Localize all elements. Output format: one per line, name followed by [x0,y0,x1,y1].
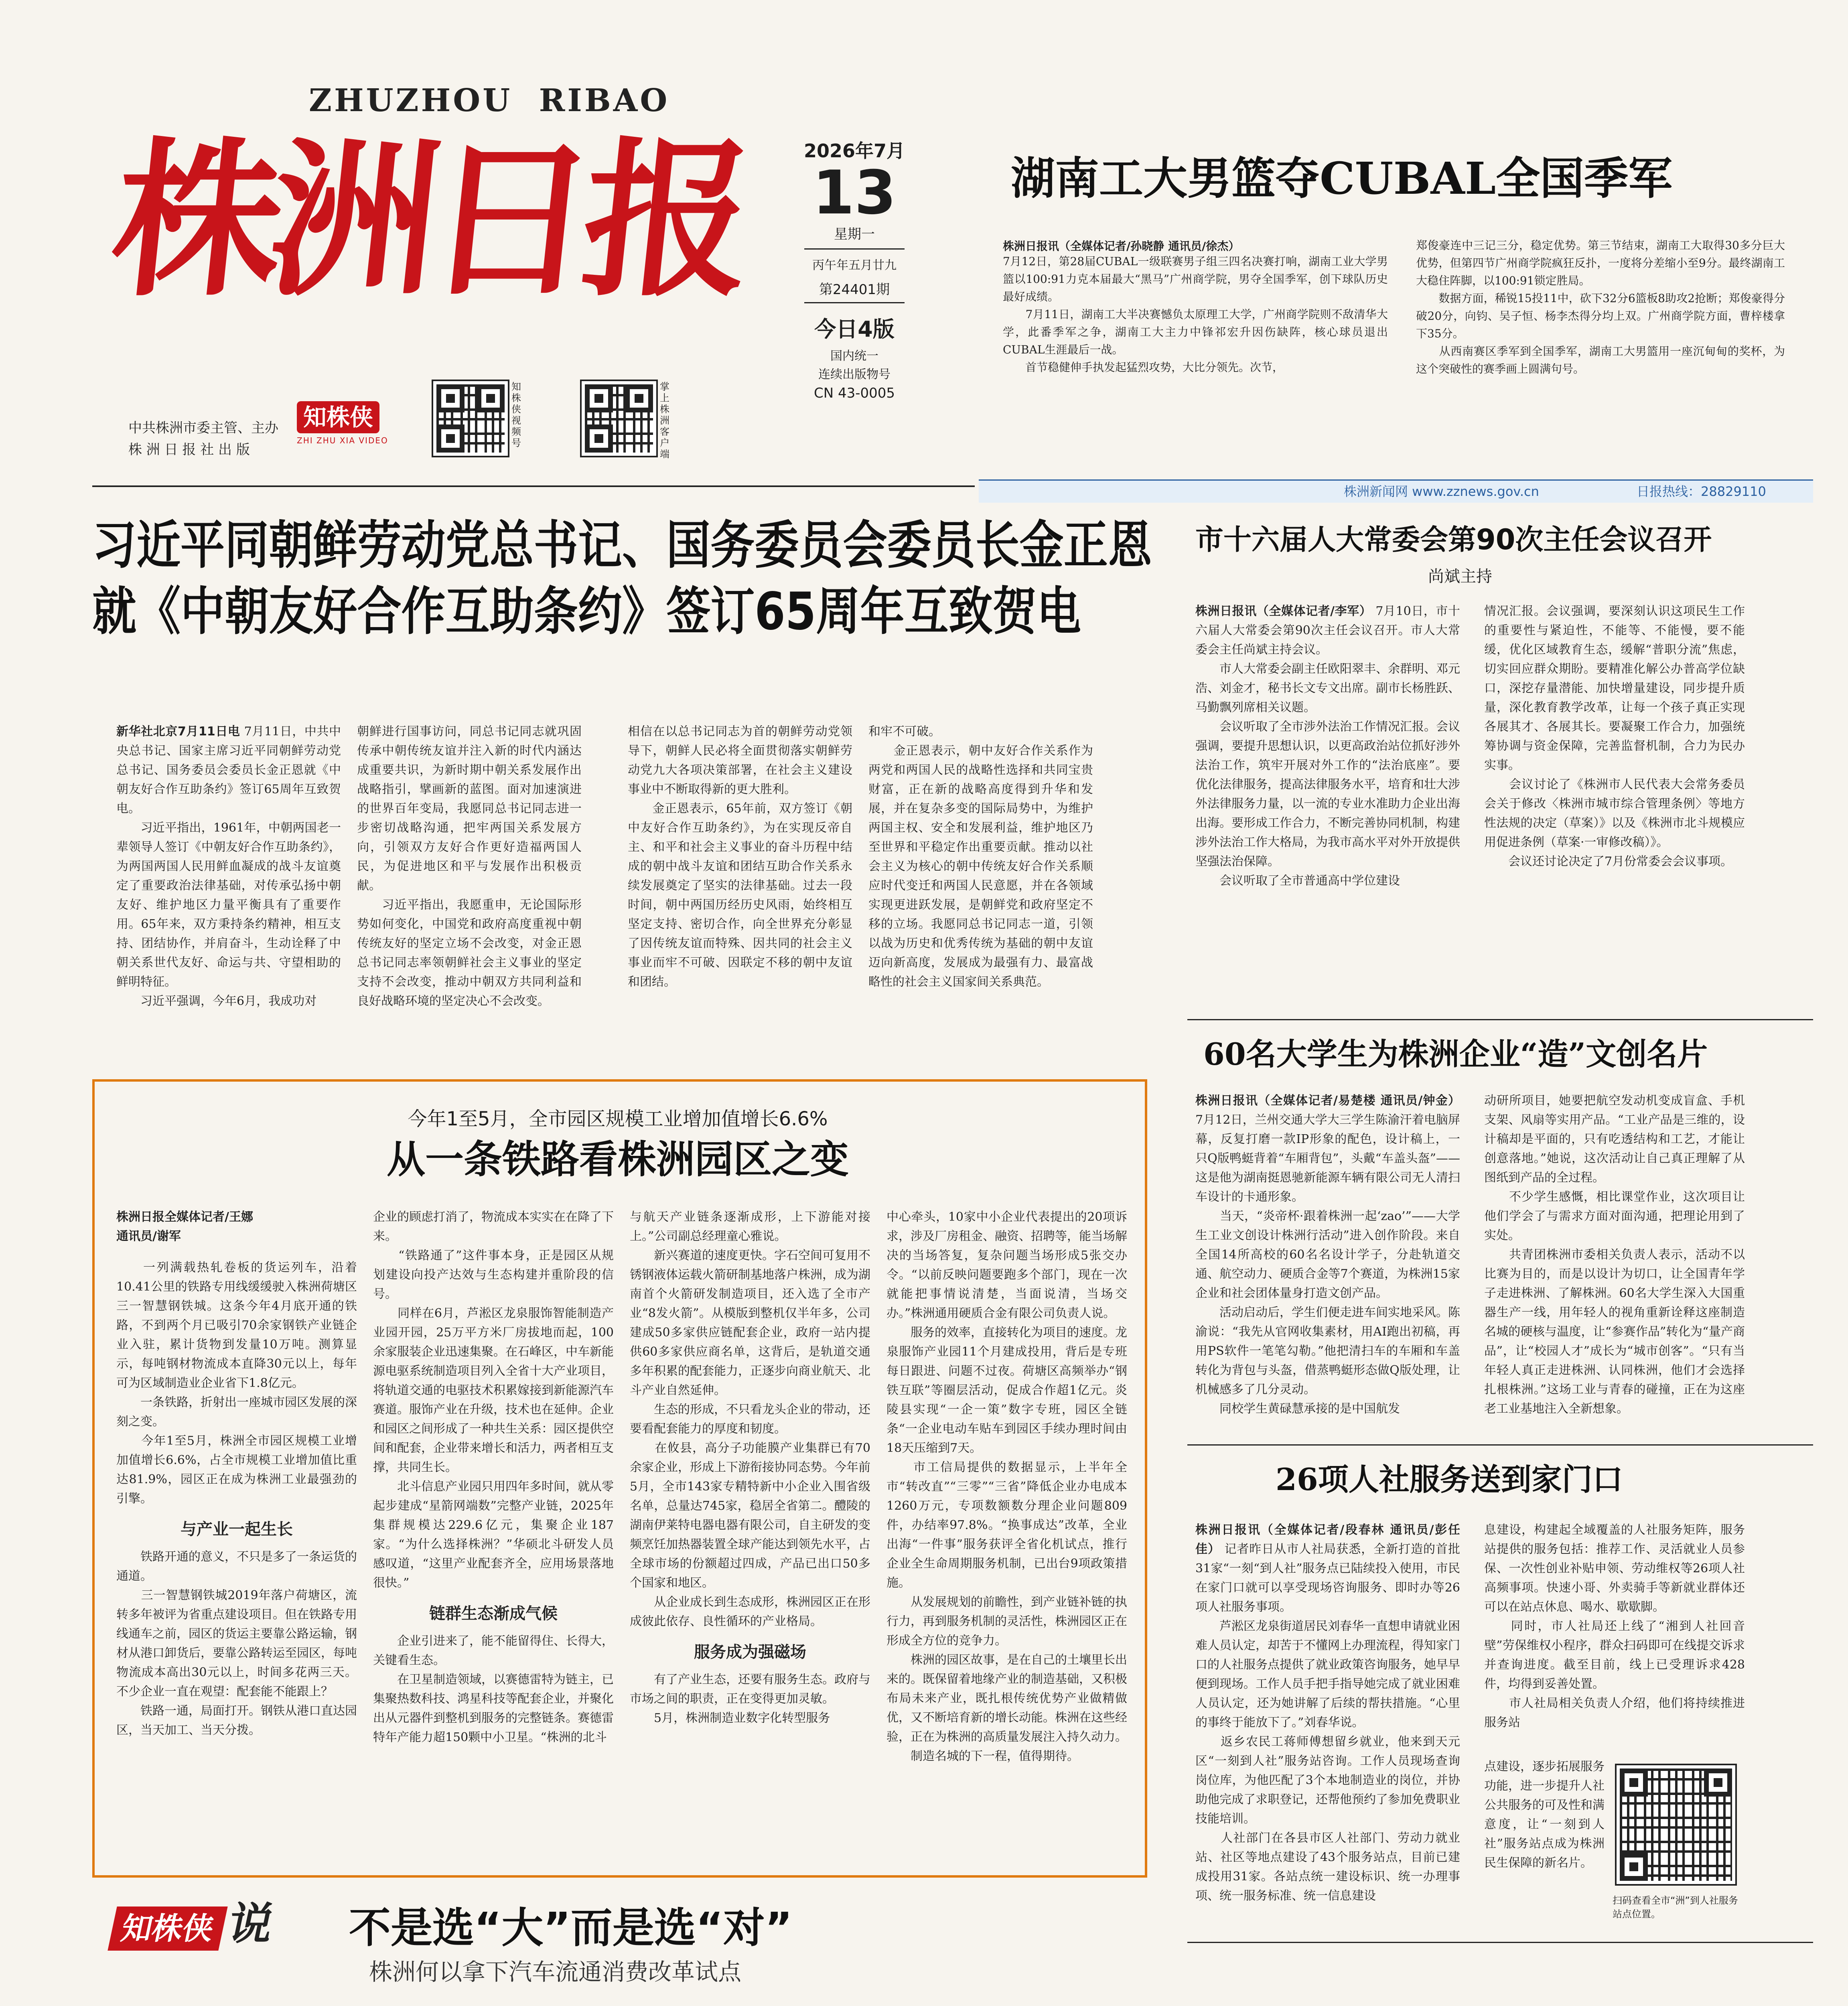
hotline: 日报热线：28829110 [1637,484,1766,499]
cultural-col-1-text: 7月12日，兰州交通大学大三学生陈渝汗着电脑屏幕，反复打磨一款IP形象的配色，设计稿上，一只Q版鸭蜓背着“车厢背包”，头戴“车盖头盔”——这是他为湖南挺恩驰新能源车辆有限公司无人清扫车设计的卡通形象。 当天，“炎帝杯·跟着株洲一起‘zao’”——大学生工业文创设计株洲行活动”进入创作阶段。来自全国14所高校的60名名设计学子，分赴轨道交通、航空动力、硬质合金等7个赛道，为株洲15家企业和社会团体量身打造文创产品。 活动启动后，学生们便走进车间实地采风。陈渝说：“我先从官网收集素材，用AI跑出初稿，再用PS软件一笔笔勾勒。”他把清扫车的车厢和车盖转化为背包与头盔，借蒸鸭蜓形态做Q版处理，让机械感多了几分灵动。 同校学生黄碌慧承接的是中国航发 [1195,1113,1460,1416]
npc-subhead: 尚斌主持 [1428,567,1492,586]
social-headline: 26项人社服务送到家门口 [1276,1462,1623,1497]
lead-dateline: 新华社北京7月11日电 [116,725,240,739]
commentary-logo-text: 知株侠 [108,1907,227,1951]
top-right-byline: 株洲日报讯（全媒体记者/孙晓静 通讯员/徐杰） [1003,240,1240,253]
lead-headline-2: 就《中朝友好合作互助条约》签订65周年互致贺电 [92,582,1081,642]
masthead [0,0,1848,497]
park-col-2-text: 企业的顾虑打消了，物流成本实实在在降了下来。 “铁路通了”这件事本身，正是园区从规划建设向投产达效与生态构建并重阶段的信号。 同样在6月，芦淞区龙泉服饰智能制造产业园开园，25万平方米厂房拔地而起，100余家服装企业迅速集聚。在石峰区，中车新能源电驱系统制造项目列入全省十大产业项目，将轨道交通的电驱技术积累嫁接到新能源汽车赛道。服饰产业在升级，技术也在延伸。企业和园区之间形成了一种共生关系：园区提供空间和配套，企业带来增长和活力，两者相互支撑，共同生长。 北斗信息产业园只用四年多时间，就从零起步建成“星箭网端数”完整产业链，2025年集群规模达229.6亿元，集聚企业187家。“为什么选择株洲？”华硕北斗研发人员感叹道，“这里产业配套齐全，应用场景落地很快。” [373,1210,614,1590]
social-qr-caption: 扫码查看全市“洲”到人社服务站点位置。 [1613,1895,1738,1920]
cultural-col-1 [1195,1091,1460,1440]
social-col-1-text: 记者昨日从市人社局获悉，全新打造的首批31家“一刻“到人社”服务点已陆续投入使用，市民在家门口就可以享受现场咨询服务、即时办等26项人社服务事项。 芦淞区龙泉街道居民刘春华一直想申请就业困难人员认定，却苦于不懂网上办理流程，得知家门口的人社服务点提供了就业政策咨询服务，她早早便到现场。工作人员手把手指导她完成了就业困难人员认定，还为她讲解了后续的帮扶措施。“心里的事终于能放下了。”刘春华说。 返乡农民工蒋师傅想留乡就业，他来到天元区“一刻到人社”服务站咨询。工作人员现场查询岗位库，为他匹配了3个本地制造业的岗位，并协助他完成了求职登记，还帮他预约了参加免费职业技能培训。 人社部门在各县市区人社部门、劳动力就业站、社区等地点建设了43个服务站点，目前已建成投用31家。各站点统一建设标识、统一办理事项、统一服务标准、统一信息建设 [1195,1542,1460,1903]
lead-col-4: 和牢不可破。 金正恩表示，朝中友好合作关系作为两党和两国人民的战略性选择和共同宝贵财富，正在新的战略高度得到升华和发展，并在复杂多变的国际局势中，为维护两国主权、安全和发展利益，维护地区乃至世界和平稳定作出重要贡献。推动以社会主义为核心的朝中传统友好合作关系顺应时代变迁和两国人民意愿，并在各领域实现更进跃发展，是朝鲜党和政府坚定不移的立场。我愿同总书记同志一道，引领以战为历史和优秀传统为基础的朝中友谊迈向新高度，发展成为最强有力、最富战略性的社会主义国家间关系典范。 [868,725,1093,989]
brand-logo[interactable] [297,401,417,449]
park-col-1b-text: 铁路开通的意义，不只是多了一条运货的通道。 三一智慧钢铁城2019年落户荷塘区，流转多年被评为省重点建设项目。但在铁路专用线通车之前，园区的货运主要靠公路运输，钢材从港口卸货后，要靠公路转运至园区，每吨物流成本高出30元以上，时间多花两三天。不少企业一直在观望：配套能不能跟上？ 铁路一通，局面打开。钢铁从港口直达园区，当天加工、当天分拨。 [116,1550,357,1737]
npc-col-1 [1195,602,1460,1023]
park-col-2b-text: 企业引进来了，能不能留得住、长得大，关键看生态。 在卫星制造领域，以赛德雷特为链主，已集聚热数科技、鸿星科技等配套企业，并聚化出从元器件到整机到服务的完整链条。赛德雷特年产能力超150颗中小卫星。“株洲的北斗 [373,1634,614,1744]
publisher-line-2: 株 洲 日 报 社 出 版 [128,442,250,458]
commentary-logo-said: 说 [223,1898,279,1949]
page-count: 今日4版 [814,317,895,342]
park-subhead-1: 与产业一起生长 [181,1520,293,1539]
npc-col-2: 情况汇报。会议强调，要深刻认识这项民生工作的重要性与紧迫性，不能等、不能慢，要不能缓，优化区域教育生态，缓解“普职分流”焦虑，切实回应群众期盼。要精准化解公办普高学位缺口，深挖存量潜能、加快增量建设，同步提升质量，深化教育教学改革，让每一个孩子真正实现各展其才、各展其长。要凝聚工作合力，加强统筹协调与资金保障，完善监督机制，合力为民办实事。 会议讨论了《株洲市人民代表大会常务委员会关于修改〈株洲市城市综合管理条例〉等地方性法规的决定（草案）》以及《株洲市北斗规模应用促进条例（草案·一审修改稿）》。 会议还讨论决定了7月份常委会会议事项。 [1484,604,1745,869]
top-right-col-2: 郑俊豪连中三记三分，稳定优势。第三节结束，湖南工大取得30多分巨大优势，但第四节广州商学院疯狂反扑，一度将分差缩小至9分。最终湖南工大稳住阵脚，以100:91锁定胜局。 数据方面，稀锐15投11中，砍下32分6篮板8助攻2抢断；郑俊豪得分破20分，向钧、吴子恒、杨李杰得分均上双。广州商学院方面，曹梓楼拿下35分。 从西南赛区季军到全国季军，湖南工大男篮用一座沉甸甸的奖杯，为这个突破性的赛季画上圆满句号。 [1416,239,1785,376]
qr-code-app[interactable] [582,381,656,456]
lead-col-2: 朝鲜进行国事访问，同总书记同志就巩固传承中朝传统友谊并注入新的时代内涵达成重要共识，为新时期中朝关系发展作出战略指引，擘画新的蓝图。面对加速演进的世界百年变局，我愿同总书记同志进一步密切战略沟通，把牢两国关系发展方向，引领双方友好合作更好造福两国人民，为促进地区和平与发展作出积极贡献。 习近平指出，我愿重申，无论国际形势如何变化，中国党和政府高度重视中朝传统友好的坚定立场不会改变，对金正恩总书记同志率领朝鲜社会主义事业的坚定支持不会改变，推动中朝双方共同利益和良好战略环境的坚定决心不会改变。 [357,725,582,1008]
brand-logo-sub: ZHI ZHU XIA VIDEO [297,436,388,445]
qr-code-video[interactable] [433,381,508,456]
commentary-subhead: 株洲何以拿下汽车流通消费改革试点 [369,1958,742,1986]
qr-label-app: 掌上株洲客户端 [660,381,669,460]
social-col-2: 息建设，构建起全域覆盖的人社服务矩阵，服务站提供的服务包括：推荐工作、灵活就业人员参保、一次性创业补贴申领、劳动维权等26项人社高频事项。快速小哥、外卖骑手等新就业群体还可以在站点休息、喝水、歇歇脚。 同时，市人社局还上线了“湘到人社回音壁”劳保维权小程序，群众扫码即可在线提交诉求并查询进度。截至目前，线上已受理诉求428件，均得到妥善处置。 市人社局相关负责人介绍，他们将持续推进服务站 [1484,1523,1745,1730]
park-kicker: 今年1至5月，全市园区规模工业增加值增长6.6% [408,1108,828,1130]
park-col-4: 中心牵头，10家中小企业代表提出的20项诉求，涉及厂房租金、融资、招聘等，能当场解决的当场答复，复杂问题当场形成5张交办令。“以前反映问题要跑多个部门，现在一次就能把事情说清楚，当面说清，当场交办。”株洲通用硬质合金有限公司负责人说。 服务的效率，直接转化为项目的速度。龙泉服饰产业园11个月建成投用，背后是专班每日跟进、问题不过夜。荷塘区高频举办“钢铁互联”等圈层活动，促成合作超1亿元。炎陵县实现“一企一策”数字专班，园区全链条“一企业电动车贴车到园区手续办理时间由18天压缩到7天。 市工信局提供的数据显示，上半年全市“转改直”“三零”“三省”降低企业办电成本1260万元，专项数额数分理企业问题809件，办结率97.8%。“换事成达”改革，全业出海“一件事”服务获评全省化机试点，推行企业全生命周期服务机制，已出台9项政策措施。 从发展规划的前瞻性，到产业链补链的执行力，再到服务机制的灵活性，株洲园区正在形成全方位的竞争力。 株洲的园区故事，是在自己的土壤里长出来的。既保留着地缘产业的制造基础，又积极布局未来产业，既扎根传统优势产业做精做优，又不断培育新的增长动能。株洲在这些经验，正在为株洲的高质量发展注入持久动力。 制造名城的下一程，值得期待。 [886,1210,1127,1763]
masthead-logo-title: 株洲日报 [104,122,751,319]
cultural-col-2: 动研所项目，她要把航空发动机变成盲盒、手机支架、风扇等实用产品。“工业产品是三维的，设计稿却是平面的，只有吃透结构和工艺，才能让创意落地。”她说，这次活动让自己真正理解了从图纸到产品的全过程。 不少学生感慨，相比课堂作业，这次项目让他们学会了与需求方面对面沟通，把理论用到了实处。 共青团株洲市委相关负责人表示，活动不以比赛为目的，而是以设计为切口，让全国青年学子走进株洲、了解株洲。60名大学生深入大国重器生产一线，用年轻人的视角重新诠释这座制造名城的硬核与温度，让“参赛作品”转化为“量产商品”，让“校园人才”成长为“城市创客”。“只有当年轻人真正走进株洲、认同株洲，他们才会选择扎根株洲。”这场工业与青春的碰撞，正在为这座老工业基地注入全新想象。 [1484,1094,1745,1416]
date-day: 13 [812,158,897,228]
top-right-col-1: 7月12日，第28届CUBAL一级联赛男子组三四名决赛打响，湖南工业大学男篮以100:91力克本届最大“黑马”广州商学院，男夺全国季军，创下球队历史最好成绩。 7月11日，湖南工大半决赛憾负太原理工大学，广州商学院则不敌清华大学，此番季军之争，湖南工大主力中锋祁宏升因伤缺阵，核心球员退出CUBAL生涯最后一战。 首节稳健伸手执发起猛烈攻势，大比分领先。次节， [1003,255,1388,374]
brand-logo-text: 知株侠 [297,401,379,433]
cn-line-2: 连续出版物号 [818,367,891,382]
npc-col-1-text: 7月10日，市十六届人大常委会第90次主任会议召开。市人大常委会主任尚斌主持会议。 市人大常委会副主任欧阳翠丰、余群明、邓元浩、刘金才，秘书长文专文出席。副市长杨胜跃、马勤飘列席相关议题。 会议听取了全市涉外法治工作情况汇报。会议强调，要提升思想认识，以更高政治站位抓好涉外法治工作，筑牢开展对外工作的“法治底座”。要优化法律服务，提高法律服务水平，培育和壮大涉外法律服务力量，以一流的专业水准助力企业出海出海。要形成工作合力，不断完善协同机制，构建涉外法治工作大格局，为我市高水平对外开放提供坚强法治保障。 会议听取了全市普通高中学位建设 [1195,604,1460,888]
date-box [796,132,913,457]
park-subhead-3: 服务成为强磁场 [694,1643,806,1661]
lead-col-1 [116,722,341,1071]
social-byline: 株洲日报讯（全媒体记者/段春林 通讯员/彭任佳） [1195,1523,1460,1556]
cultural-headline: 60名大学生为株洲企业“造”文创名片 [1203,1036,1708,1072]
social-col-1 [1195,1521,1460,1930]
top-right-headline: 湖南工大男篮夺CUBAL全国季军 [1011,152,1673,204]
masthead-pinyin: ZHUZHOU RIBAO [309,82,670,119]
park-headline: 从一条铁路看株洲园区之变 [387,1137,849,1182]
cn-line-1: 国内统一 [830,349,878,363]
social-col-2b: 点建设，逐步拓展服务功能，进一步提升人社公共服务的可及性和满意度，让“一刻到人社”服务站点成为株洲民生保障的新名片。 [1484,1760,1605,1870]
date-month: 2026年7月 [803,140,905,162]
commentary-headline: 不是选“大”而是选“对” [349,1903,793,1952]
park-col-3b-text: 有了产业生态，还要有服务生态。政府与市场之间的职责，正在变得更加灵敏。 5月，株洲制造业数字化转型服务 [630,1673,870,1725]
npc-headline: 市十六届人大常委会第90次主任会议召开 [1195,523,1712,556]
park-subhead-2: 链群生态渐成气候 [429,1604,558,1623]
park-col-2 [373,1208,614,1862]
npc-byline: 株洲日报讯（全媒体记者/李军） [1195,604,1372,618]
publisher-line-1: 中共株洲市委主管、主办 [128,420,278,436]
date-weekday: 星期一 [834,226,875,242]
lead-headline-1: 习近平同朝鲜劳动党总书记、国务委员会委员长金正恩 [92,516,1152,575]
issue-number: 第24401期 [819,282,890,298]
lead-col-1-text: 7月11日，中共中央总书记、国家主席习近平同朝鲜劳动党总书记、国务委员会委员长金正恩就《中朝友好合作互助条约》签订65周年互致贺电。 习近平指出，1961年，中朝两国老一辈领导人签订《中朝友好合作互助条约》，为两国两国人民用鲜血凝成的战斗友谊奠定了重要政治法律基础，对传承弘扬中朝友好、维护地区力量平衡具有了重要作用。65年来，双方秉持条约精神，相互支持、团结协作，并肩奋斗，生动诠释了中朝关系世代友好、命运与共、守望相助的鲜明特征。 习近平强调，今年6月，我成功对 [116,725,341,1008]
qr-label-video: 知株侠视频号 [511,381,521,449]
lead-col-3: 相信在以总书记同志为首的朝鲜劳动党领导下，朝鲜人民必将全面贯彻落实朝鲜劳动党九大各项决策部署，在社会主义建设事业中不断取得新的更大胜利。 金正恩表示，65年前，双方签订《朝中友好合作互助条约》，为在实现反帝自主、和平和社会主义事业的奋斗历程中结成的朝中战斗友谊和团结互助合作关系永续发展奠定了坚实的法律基础。过去一段时间，朝中两国历经历史风雨，始终相互坚定支持、密切合作，向全世界充分彰显了因传统友谊而特殊、因共同的社会主义事业而牢不可破、因联定不移的朝中友谊和团结。 [628,725,852,989]
date-lunar: 丙午年五月廿九 [812,258,897,272]
social-qr-code[interactable] [1617,1765,1735,1884]
cn-line-3: CN 43-0005 [813,385,895,401]
park-col-3 [630,1208,870,1862]
park-col-1 [116,1208,357,1862]
park-col-3-text: 与航天产业链条逐渐成形，上下游能对接上。”公司副总经理童心雅说。 新兴赛道的速度更快。字石空间可复用不锈钢液体运载火箭研制基地落户株洲，成为湖南首个火箭研发制造项目，还入选了全市产业“8发火箭”。从模版到整机仅半年多，公司建成50多家供应链配套企业，政府一站内提供60多家供应商名单，这背后，是轨道交通多年积累的配套能力，正逐步向商业航天、北斗产业自然延伸。 生态的形成，不只看龙头企业的带动，还要看配套能力的厚度和韧度。 在攸县，高分子功能膜产业集群已有70余家企业，形成上下游衔接协同态势。今年前5月，全市143家专精特新中小企业入围省级名单，总量达745家，稳居全省第二。醴陵的湖南伊莱特电器电器有限公司，自主研发的变频烹饪加热器装置全球产能达到领先水平，占全球市场的份额超过四成，产品已出口50多个国家和地区。 从企业成长到生态成形，株洲园区正在形成彼此依存、良性循环的产业格局。 [630,1210,870,1628]
cultural-byline: 株洲日报讯（全媒体记者/易楚楼 通讯员/钟金） [1195,1094,1460,1108]
park-byline: 株洲日报全媒体记者/王娜 通讯员/谢军 [116,1210,253,1243]
website-url[interactable]: 株洲新闻网 www.zznews.gov.cn [1344,484,1539,499]
park-col-1-text: 一列满载热轧卷板的货运列车，沿着10.41公里的铁路专用线缓缓驶入株洲荷塘区三一智慧钢铁城。这条今年4月底开通的铁路，不到两个月已吸引70余家钢铁产业链企业入驻，累计货物到发量10万吨。测算显示，每吨钢材物流成本直降30元以上，每年可为区域制造业企业省下1.8亿元。 一条铁路，折射出一座城市园区发展的深刻之变。 今年1至5月，株洲全市园区规模工业增加值增长6.6%，占全市规模工业增加值比重达81.9%，园区正在成为株洲工业最强劲的引擎。 [116,1261,357,1506]
masthead-publisher [128,417,278,461]
